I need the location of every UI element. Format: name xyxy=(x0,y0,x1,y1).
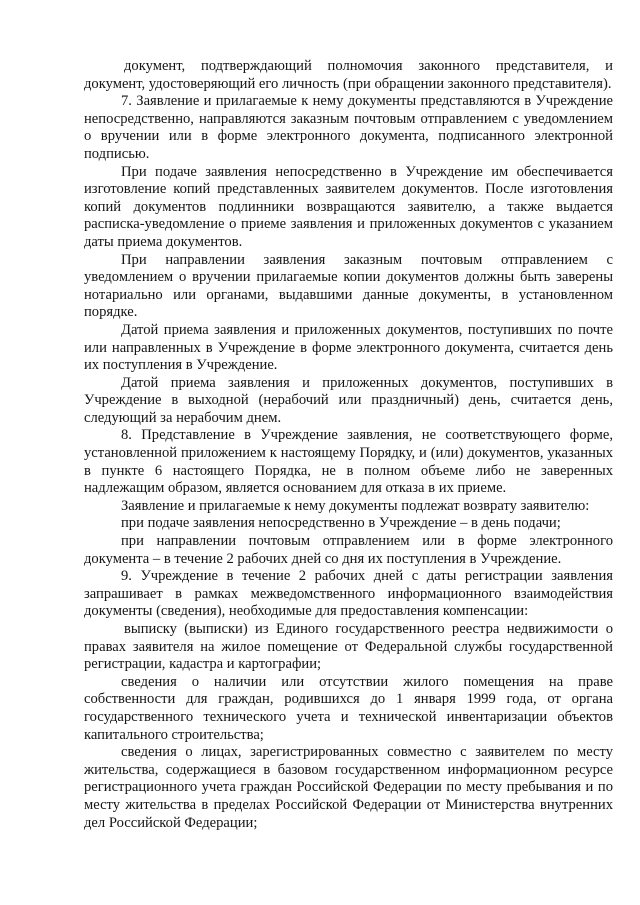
paragraph: при подаче заявления непосредственно в Учреждение – в день подачи; xyxy=(121,515,561,532)
paragraph: 8. Представление в Учреждение заявления, не соответствующего форме, установленной приложением к настоящему Порядку, и (или) документов, указанных в пункте 6 настоящего Порядка, не в полном объеме либо не заверенных надлежащим образом, является основанием для отказа в их приеме. xyxy=(84,427,613,497)
paragraph: Заявление и прилагаемые к нему документы подлежат возврату заявителю: xyxy=(121,497,590,514)
paragraph: документ, подтверждающий полномочия законного представителя, и документ, удостоверяющий его личность (при обращении законного представителя). xyxy=(84,58,613,92)
paragraph: Датой приема заявления и приложенных документов, поступивших в Учреждение в выходной (нерабочий или праздничный) день, считается день, следующий за нерабочим днем. xyxy=(84,374,613,426)
paragraph: выписку (выписки) из Единого государственного реестра недвижимости о правах заявителя на жилое помещение от Федеральной службы государственной регистрации, кадастра и картографии; xyxy=(84,621,613,673)
document-body xyxy=(84,58,613,832)
paragraph: Датой приема заявления и приложенных документов, поступивших по почте или направленных в Учреждение в форме электронного документа, считается день их поступления в Учреждение. xyxy=(84,321,613,374)
paragraph: 7. Заявление и прилагаемые к нему документы представляются в Учреждение непосредственно, направляются заказным почтовым отправлением с уведомлением о вручении или в форме электронного документа, подписанного электронной подписью. xyxy=(84,93,613,162)
paragraph: При направлении заявления заказным почтовым отправлением с уведомлением о вручении прилагаемые копии документов должны быть заверены нотариально или органами, выдавшими данные документы, в установленном порядке. xyxy=(84,251,613,321)
paragraph: При подаче заявления непосредственно в Учреждение им обеспечивается изготовление копий представленных заявителем документов. После изготовления копий документов подлинники возвращаются заявителю, а также выдается расписка-уведомление о приеме заявления и приложенных документов с указанием даты приема документов. xyxy=(84,163,613,250)
paragraph: при направлении почтовым отправлением или в форме электронного документа – в течение 2 рабочих дней со дня их поступления в Учреждение. xyxy=(84,533,613,567)
paragraph: 9. Учреждение в течение 2 рабочих дней с даты регистрации заявления запрашивает в рамках межведомственного информационного взаимодействия документы (сведения), необходимые для предоставления компенсации: xyxy=(84,568,613,620)
paragraph: сведения о лицах, зарегистрированных совместно с заявителем по месту жительства, содержащиеся в базовом государственном информационном ресурсе регистрационного учета граждан Российской Федерации по месту пребывания и по месту жительства в пределах Российской Федерации от Министерства внутренних дел Российской Федерации; xyxy=(84,744,613,831)
paragraph: сведения о наличии или отсутствии жилого помещения на праве собственности для граждан, родившихся до 1 января 1999 года, от органа государственного технического учета и технической инвентаризации объектов капитального строительства; xyxy=(84,673,613,743)
